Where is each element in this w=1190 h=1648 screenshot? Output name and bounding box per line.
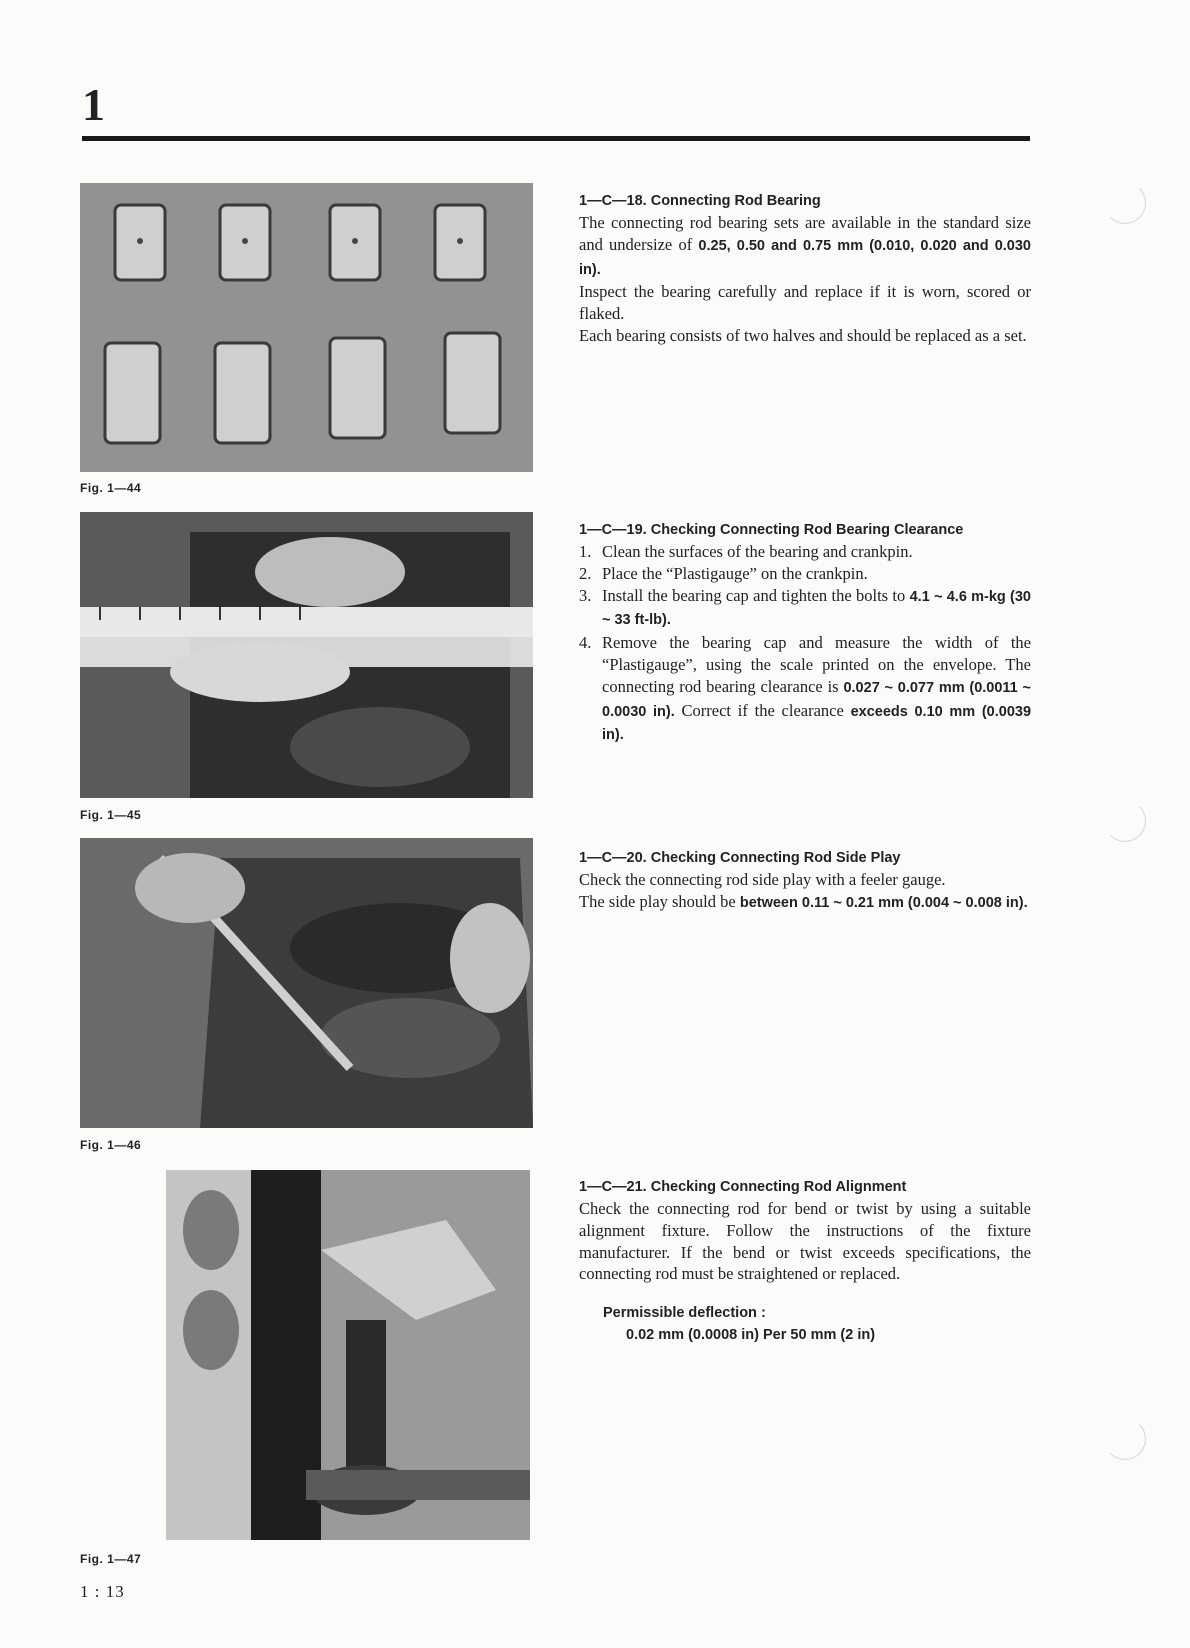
list-item: 3. Install the bearing cap and tighten the bolts to 4.1 ~ 4.6 m-kg (30 ~ 33 ft-lb). (579, 585, 1031, 629)
paragraph: Each bearing consists of two halves and should be replaced as a set. (579, 325, 1027, 345)
list-item: 2. Place the “Plastigauge” on the crankpin. (579, 563, 868, 583)
punch-hole (1104, 800, 1146, 842)
paragraph: Inspect the bearing carefully and replace if it is worn, scored or flaked. (579, 282, 1031, 324)
paragraph: Check the connecting rod side play with a feeler gauge. (579, 870, 946, 889)
bearing-shells-photo-icon (80, 183, 533, 472)
procedure-list (579, 541, 1031, 747)
figure-caption: Fig. 1—44 (80, 481, 142, 495)
alignment-fixture-photo-icon (166, 1170, 530, 1540)
list-item: 1. Clean the surfaces of the bearing and crankpin. (579, 542, 913, 561)
figure-1-46-photo (80, 838, 533, 1128)
figure-1-45-photo (80, 512, 533, 798)
section-1-c-19 (579, 519, 1031, 747)
figure-caption: Fig. 1—47 (80, 1552, 142, 1566)
feeler-gauge-photo-icon (80, 838, 533, 1128)
section-1-c-21 (579, 1176, 1031, 1347)
page-number: 1 : 13 (80, 1582, 125, 1601)
section-title: 1—C—19. Checking Connecting Rod Bearing Clearance (579, 522, 964, 538)
section-title: 1—C—21. Checking Connecting Rod Alignment (579, 1179, 907, 1195)
section-1-c-20 (579, 847, 1031, 915)
figure-caption: Fig. 1—45 (80, 808, 142, 822)
plastigauge-measurement-photo-icon (80, 512, 533, 798)
figure-caption: Fig. 1—46 (80, 1138, 142, 1152)
spec-label: Permissible deflection : (603, 1305, 766, 1322)
header-rule (82, 136, 1030, 141)
punch-hole (1104, 1418, 1146, 1460)
list-item: 4. Remove the bearing cap and measure the width of the “Plastigauge”, using the scale printed on the envelope. The connecting rod bearing clearance is 0.027 ~ 0.077 mm (0.0011 ~ 0.0030 in). Correct if the clearance exceeds 0.10 mm (0.0039 in). (579, 633, 1032, 744)
paragraph: Check the connecting rod for bend or twist by using a suitable alignment fixture. Follow the instructions of the fixture manufacturer. If the bend or twist exceeds specifications, the connecting rod must be straightened or replaced. (579, 1199, 1031, 1284)
figure-1-47-photo (166, 1170, 530, 1540)
figure-1-44-photo (80, 183, 533, 472)
paragraph: The side play should be between 0.11 ~ 0.21 mm (0.004 ~ 0.008 in). (579, 891, 1028, 911)
paragraph: The connecting rod bearing sets are available in the standard size and undersize of 0.25, 0.50 and 0.75 mm (0.010, 0.020 and 0.030 in). (579, 213, 1031, 278)
section-title: 1—C—18. Connecting Rod Bearing (579, 193, 821, 209)
spec-value: 0.02 mm (0.0008 in) Per 50 mm (2 in) (626, 1326, 876, 1343)
punch-hole (1104, 182, 1146, 224)
section-title: 1—C—20. Checking Connecting Rod Side Play (579, 850, 901, 866)
chapter-number: 1 (82, 79, 105, 130)
section-1-c-18 (579, 190, 1031, 347)
